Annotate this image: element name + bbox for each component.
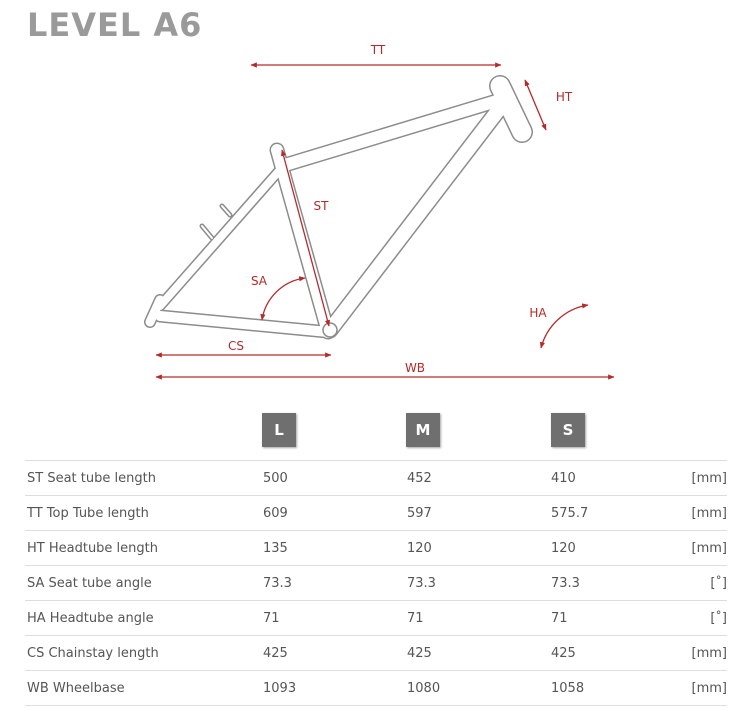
value-l: 1093 — [263, 671, 407, 706]
value-l: 609 — [263, 496, 407, 531]
value-s: 425 — [551, 636, 689, 671]
value-m: 1080 — [407, 671, 551, 706]
sa-label: SA — [250, 274, 268, 288]
value-s: 120 — [551, 531, 689, 566]
row-name: HA Headtube angle — [25, 601, 263, 636]
table-row — [25, 461, 727, 496]
size-badge-s: S — [551, 413, 585, 447]
value-m: 452 — [407, 461, 551, 496]
value-m: 425 — [407, 636, 551, 671]
value-l: 135 — [263, 531, 407, 566]
cs-label: CS — [228, 339, 244, 353]
unit: [mm] — [689, 636, 727, 671]
value-l: 71 — [263, 601, 407, 636]
unit: [˚] — [689, 601, 727, 636]
table-row — [25, 601, 727, 636]
row-name: ST Seat tube length — [25, 461, 263, 496]
geometry-table — [25, 460, 727, 706]
size-badge-l: L — [262, 413, 296, 447]
table-row — [25, 531, 727, 566]
st-label: ST — [313, 199, 329, 213]
wb-label: WB — [404, 361, 426, 375]
row-name: TT Top Tube length — [25, 496, 263, 531]
row-name: WB Wheelbase — [25, 671, 263, 706]
value-m: 597 — [407, 496, 551, 531]
table-row — [25, 566, 727, 601]
table-row — [25, 496, 727, 531]
row-name: CS Chainstay length — [25, 636, 263, 671]
unit: [mm] — [689, 531, 727, 566]
value-s: 73.3 — [551, 566, 689, 601]
ht-label: HT — [555, 90, 573, 104]
value-s: 410 — [551, 461, 689, 496]
value-s: 1058 — [551, 671, 689, 706]
unit: [mm] — [689, 461, 727, 496]
value-m: 73.3 — [407, 566, 551, 601]
row-name: SA Seat tube angle — [25, 566, 263, 601]
page-title: LEVEL A6 — [27, 6, 203, 44]
table-row — [25, 671, 727, 706]
value-l: 73.3 — [263, 566, 407, 601]
unit: [˚] — [689, 566, 727, 601]
size-badge-m: M — [406, 413, 440, 447]
unit: [mm] — [689, 496, 727, 531]
value-s: 575.7 — [551, 496, 689, 531]
table-row — [25, 636, 727, 671]
ha-label: HA — [529, 306, 547, 320]
value-m: 120 — [407, 531, 551, 566]
unit: [mm] — [689, 671, 727, 706]
bike-frame-icon — [150, 86, 522, 337]
value-l: 425 — [263, 636, 407, 671]
tt-label: TT — [370, 43, 386, 57]
value-m: 71 — [407, 601, 551, 636]
value-s: 71 — [551, 601, 689, 636]
row-name: HT Headtube length — [25, 531, 263, 566]
value-l: 500 — [263, 461, 407, 496]
